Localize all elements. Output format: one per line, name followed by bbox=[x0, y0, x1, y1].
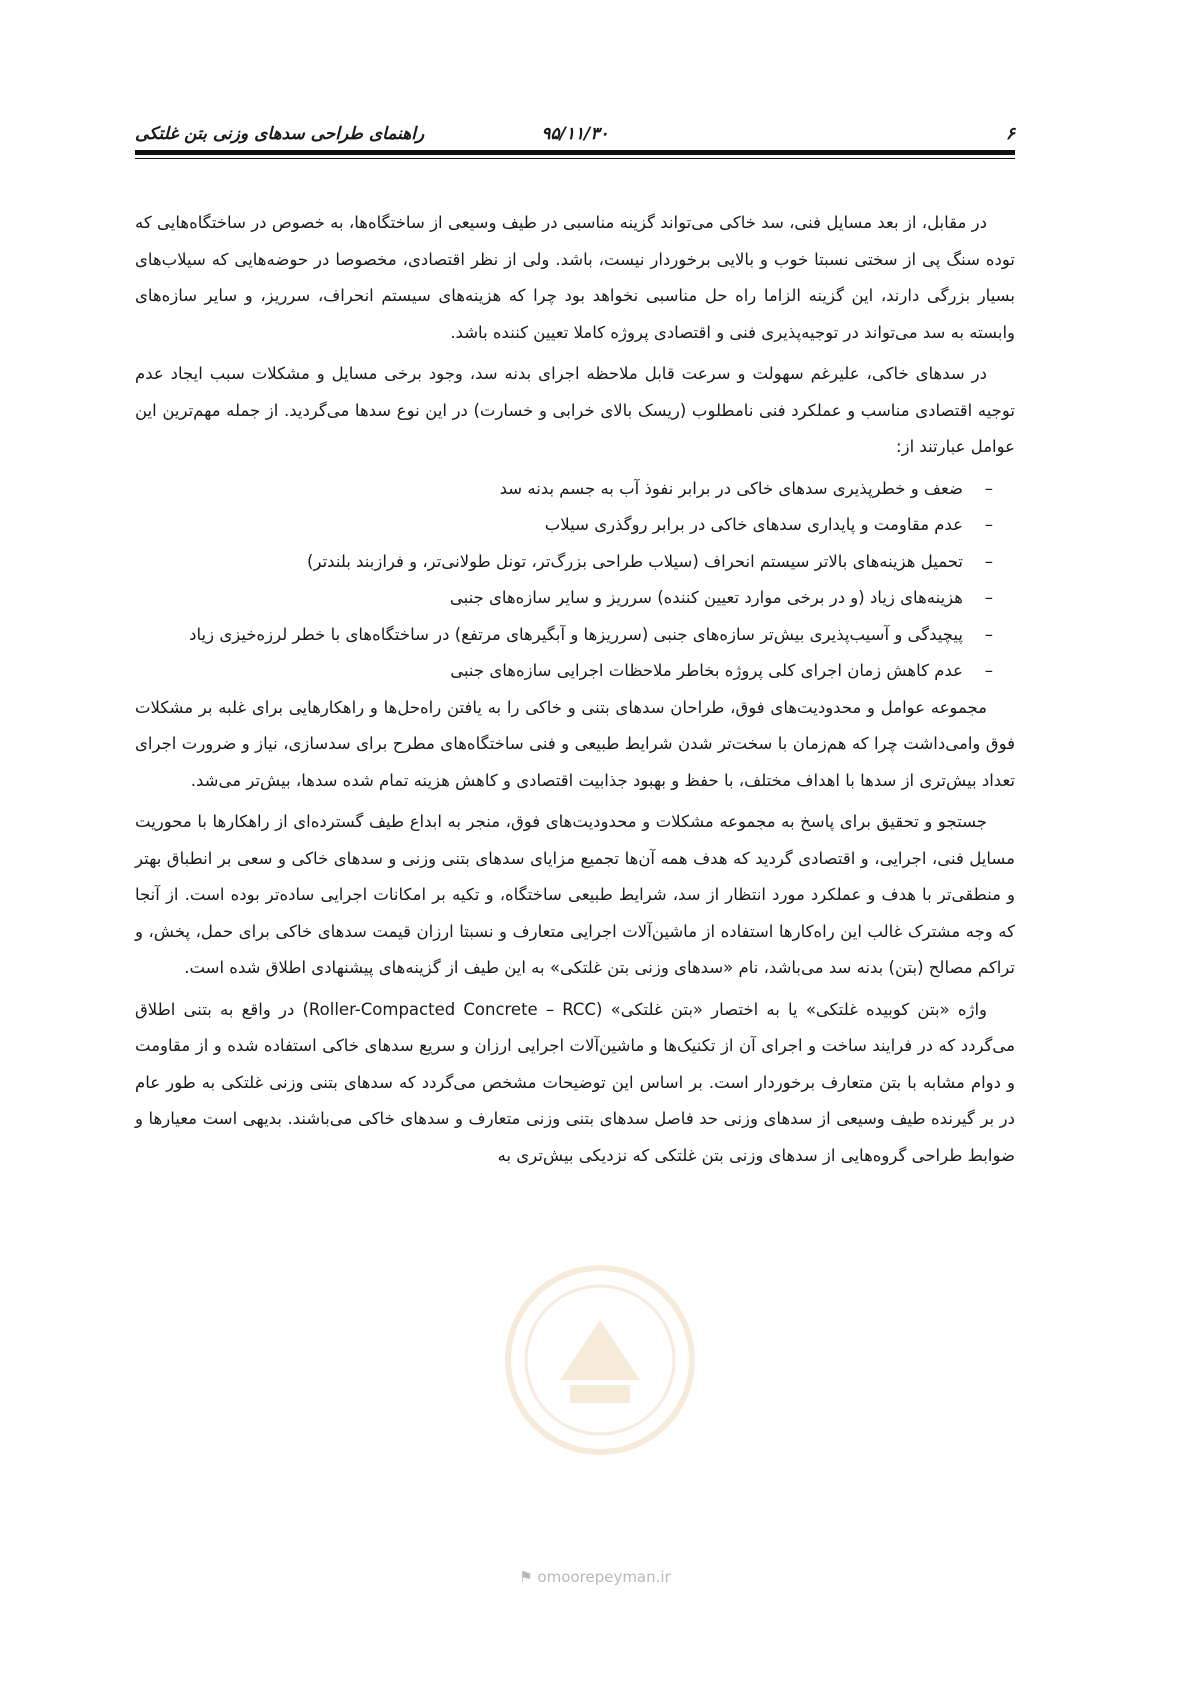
paragraph-4: جستجو و تحقیق برای پاسخ به مجموعه مشکلات و محدودیت‌های فوق، منجر به ابداع طیف گسترده‌ای از راهکارها با محوریت مسایل فنی، اجرایی، و اقتصادی گردید که هدف همه آن‌ها تجمیع مزایای سدهای بتنی وزنی و سدهای خاکی و سعی بر انطباق بهتر و منطقی‌تر با هدف و عملکرد مورد انتظار از سد، شرایط طبیعی ساختگاه، و تکیه بر امکانات اجرایی ساده‌تر بوده است. از آنجا که وجه مشترک غالب این راه‌کارها استفاده از ماشین‌آلات اجرایی متعارف و نسبتا ارزان قیمت سدهای خاکی برای حمل، پخش، و تراکم مصالح (بتن) بدنه سد می‌باشد، نام «سدهای وزنی بتن غلتکی» به این طیف از گزینه‌های پیشنهادی اطلاق شده است. bbox=[135, 812, 1015, 977]
paragraph-1: در مقابل، از بعد مسایل فنی، سد خاکی می‌تواند گزینه مناسبی در طیف وسیعی از ساختگاه‌ها، به خصوص در ساختگاه‌هایی که توده سنگ پی از سختی نسبتا خوب و بالایی برخوردار نیست، باشد. ولی از نظر اقتصادی، مخصوصا در حوضه‌هایی که سیلاب‌های بسیار بزرگی دارند، این گزینه الزاما راه حل مناسبی نخواهد بود چرا که هزینه‌های سیستم انحراف، سرریز، و سایر سازه‌های وابسته به سد می‌تواند در توجیه‌پذیری فنی و اقتصادی پروژه کاملا تعیین کننده باشد. bbox=[135, 213, 1015, 342]
seal-icon bbox=[500, 1260, 700, 1460]
list-item: – پیچیدگی و آسیب‌پذیری بیش‌تر سازه‌های جنبی (سرریزها و آبگیرهای مرتفع) در ساختگاه‌های با خطر لرزه‌خیزی زیاد bbox=[189, 624, 993, 644]
paragraph-5: واژه «بتن کوبیده غلتکی» یا به اختصار «بتن غلتکی» (Roller-Compacted Concrete – RCC) در واقع به بتنی اطلاق می‌گردد که در فرایند ساخت و اجرای آن از تکنیک‌ها و ماشین‌آلات اجرایی ارزان و سریع سدهای خاکی استفاده شده و از مقاومت و دوام مشابه با بتن متعارف برخوردار است. بر اساس این توضیحات مشخص می‌گردد که سدهای بتنی وزنی غلتکی به طور عام در بر گیرنده طیف وسیعی از سدهای وزنی حد فاصل سدهای بتنی وزنی متعارف و سدهای خاکی می‌باشند. بدیهی است معیارها و ضوابط طراحی گروه‌هایی از سدهای وزنی بتن غلتکی که نزدیکی بیش‌تری به bbox=[135, 999, 1015, 1165]
header-date: ۹۵/۱۱/۳۰ bbox=[541, 124, 609, 144]
factor-list bbox=[135, 471, 1015, 690]
rcc-term: (Roller-Compacted Concrete – RCC) bbox=[302, 999, 603, 1019]
page-number: ۶ bbox=[1005, 124, 1015, 144]
paragraph-2: در سدهای خاکی، علیرغم سهولت و سرعت قابل ملاحظه اجرای بدنه سد، وجود برخی مسایل و مشکلات سبب ایجاد عدم توجیه اقتصادی مناسب و عملکرد فنی نامطلوب (ریسک بالای خرابی و خسارت) در این نوع سدها می‌گردید. از جمله مهم‌ترین این عوامل عبارتند از: bbox=[135, 364, 1015, 456]
list-item: – عدم کاهش زمان اجرای کلی پروژه بخاطر ملاحظات اجرایی سازه‌های جنبی bbox=[450, 661, 993, 680]
body-text bbox=[135, 205, 1015, 1179]
watermark-url: ⚑ omoorepeyman.ir bbox=[519, 1568, 671, 1586]
list-item: – ضعف و خطرپذیری سدهای خاکی در برابر نفوذ آب به جسم بدنه سد bbox=[499, 478, 993, 498]
header-rule-thin bbox=[135, 158, 1015, 159]
list-item: – عدم مقاومت و پایداری سدهای خاکی در برابر روگذری سیلاب bbox=[544, 515, 993, 534]
list-item: – هزینه‌های زیاد (و در برخی موارد تعیین کننده) سرریز و سایر سازه‌های جنبی bbox=[449, 588, 993, 607]
header-rule-thick bbox=[135, 150, 1015, 155]
list-item: – تحمیل هزینه‌های بالاتر سیستم انحراف (سیلاب طراحی بزرگ‌تر، تونل طولانی‌تر، و فرازبند بلندتر) bbox=[307, 551, 993, 571]
paragraph-3: مجموعه عوامل و محدودیت‌های فوق، طراحان سدهای بتنی و خاکی را به یافتن راه‌حل‌ها و راهکارهایی برای غلبه بر مشکلات فوق وامی‌داشت چرا که هم‌زمان با سخت‌تر شدن شرایط طبیعی و فنی ساختگاه‌های مطرح برای سدسازی، نیاز و ضرورت اجرای تعداد بیش‌تری از سدها با اهداف مختلف، با حفظ و بهبود جذابیت اقتصادی و کاهش هزینه تمام شده سدها، بیش‌تر می‌شد. bbox=[135, 697, 1015, 790]
document-title: راهنمای طراحی سدهای وزنی بتن غلتکی bbox=[135, 124, 425, 144]
